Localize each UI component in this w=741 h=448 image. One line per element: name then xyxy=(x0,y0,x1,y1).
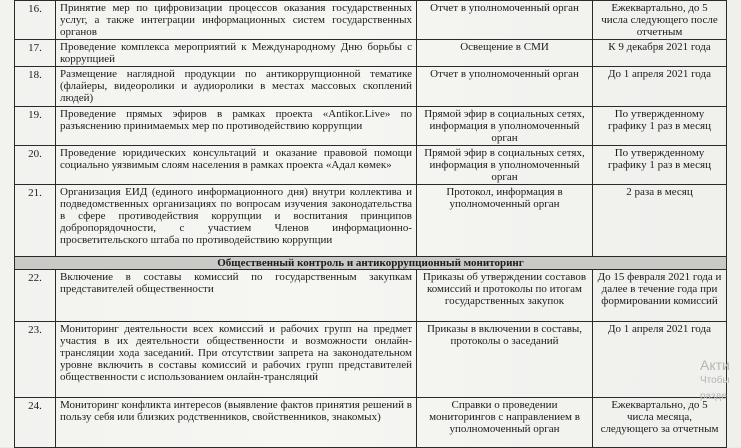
row-completion-form: Освещение в СМИ xyxy=(417,40,593,67)
row-description: Организация ЕИД (единого информационного дня) внутри коллектива и подведомственных организациях по вопросам изучения законодательства в сфере противодействия коррупции и воспитания принципов добропорядочности, с участием Членов информационно-просветительского штаба по противодействию коррупции xyxy=(56,185,417,257)
table-row xyxy=(15,40,727,67)
row-deadline: По утвержденному графику 1 раз в месяц xyxy=(593,107,727,146)
table-row xyxy=(15,67,727,107)
row-deadline: Ежеквартально, до 5 числа следующего после отчетным xyxy=(593,1,727,40)
row-number: 19. xyxy=(15,107,56,146)
row-description: Проведение юридических консультаций и оказание правовой помощи социально уязвимым слоям населения в рамках проекта «Адал көмек» xyxy=(56,146,417,185)
row-deadline: До 15 февраля 2021 года и далее в течение года при формировании комиссий xyxy=(593,270,727,322)
row-number: 21. xyxy=(15,185,56,257)
row-completion-form: Приказы в включении в составы, протоколы о заседаний xyxy=(417,322,593,398)
row-completion-form: Прямой эфир в социальных сетях, информация в уполномоченный орган xyxy=(417,146,593,185)
row-deadline: До 1 апреля 2021 года xyxy=(593,67,727,107)
table-row xyxy=(15,398,727,448)
row-number: 17. xyxy=(15,40,56,67)
row-description: Размещение наглядной продукции по антикоррупционной тематике (флайеры, видеоролики и аудиоролики в местах массовых скоплений людей) xyxy=(56,67,417,107)
section-header-row xyxy=(15,257,727,270)
row-number: 16. xyxy=(15,1,56,40)
table-row xyxy=(15,270,727,322)
row-completion-form: Справки о проведении мониторингов с направлением в уполномоченный орган xyxy=(417,398,593,448)
row-completion-form: Приказы об утверждении составов комиссий и протоколы по итогам государственных закупок xyxy=(417,270,593,322)
row-deadline: К 9 декабря 2021 года xyxy=(593,40,727,67)
table-row xyxy=(15,322,727,398)
row-number: 23. xyxy=(15,322,56,398)
watermark-line-2: Чтобы xyxy=(700,375,730,386)
activation-watermark xyxy=(700,358,730,404)
section-title: Общественный контроль и антикоррупционный мониторинг xyxy=(15,257,727,270)
row-description: Проведение прямых эфиров в рамках проекта «Antikor.Live» по разъяснению принимаемых мер по противодействию коррупции xyxy=(56,107,417,146)
row-deadline: По утвержденному графику 1 раз в месяц xyxy=(593,146,727,185)
row-description: Проведение комплекса мероприятий к Международному Дню борьбы с коррупцией xyxy=(56,40,417,67)
row-description: Мониторинг деятельности всех комиссий и рабочих групп на предмет участия в их деятельности общественности и возможности онлайн-трансляции хода заседаний. При отсутствии запрета на законодательном уровне включить в составы комиссий и рабочих групп представителей общественности с использованием онлайн-трансляций xyxy=(56,322,417,398)
row-completion-form: Отчет в уполномоченный орган xyxy=(417,1,593,40)
table-row xyxy=(15,1,727,40)
row-completion-form: Отчет в уполномоченный орган xyxy=(417,67,593,107)
row-deadline: До 1 апреля 2021 года xyxy=(593,322,727,398)
row-description: Включение в составы комиссий по государственным закупкам представителей общественности xyxy=(56,270,417,322)
row-description: Принятие мер по цифровизации процессов оказания государственных услуг, а также интеграции информационных систем государственных органов xyxy=(56,1,417,40)
action-plan-table xyxy=(14,0,727,448)
table-row xyxy=(15,146,727,185)
row-completion-form: Протокол, информация в уполномоченный орган xyxy=(417,185,593,257)
table-row xyxy=(15,107,727,146)
row-deadline: Ежеквартально, до 5 числа месяца, следующего за отчетным xyxy=(593,398,727,448)
row-completion-form: Прямой эфир в социальных сетях, информация в уполномоченный орган xyxy=(417,107,593,146)
row-number: 18. xyxy=(15,67,56,107)
row-number: 22. xyxy=(15,270,56,322)
row-number: 20. xyxy=(15,146,56,185)
row-deadline: 2 раза в месяц xyxy=(593,185,727,257)
row-number: 24. xyxy=(15,398,56,448)
watermark-line-3: разде xyxy=(700,391,727,402)
row-description: Мониторинг конфликта интересов (выявление фактов принятия решений в пользу себя или близких родственников, свойственников, знакомых) xyxy=(56,398,417,448)
table-row xyxy=(15,185,727,257)
watermark-line-1: Акти xyxy=(700,357,730,373)
